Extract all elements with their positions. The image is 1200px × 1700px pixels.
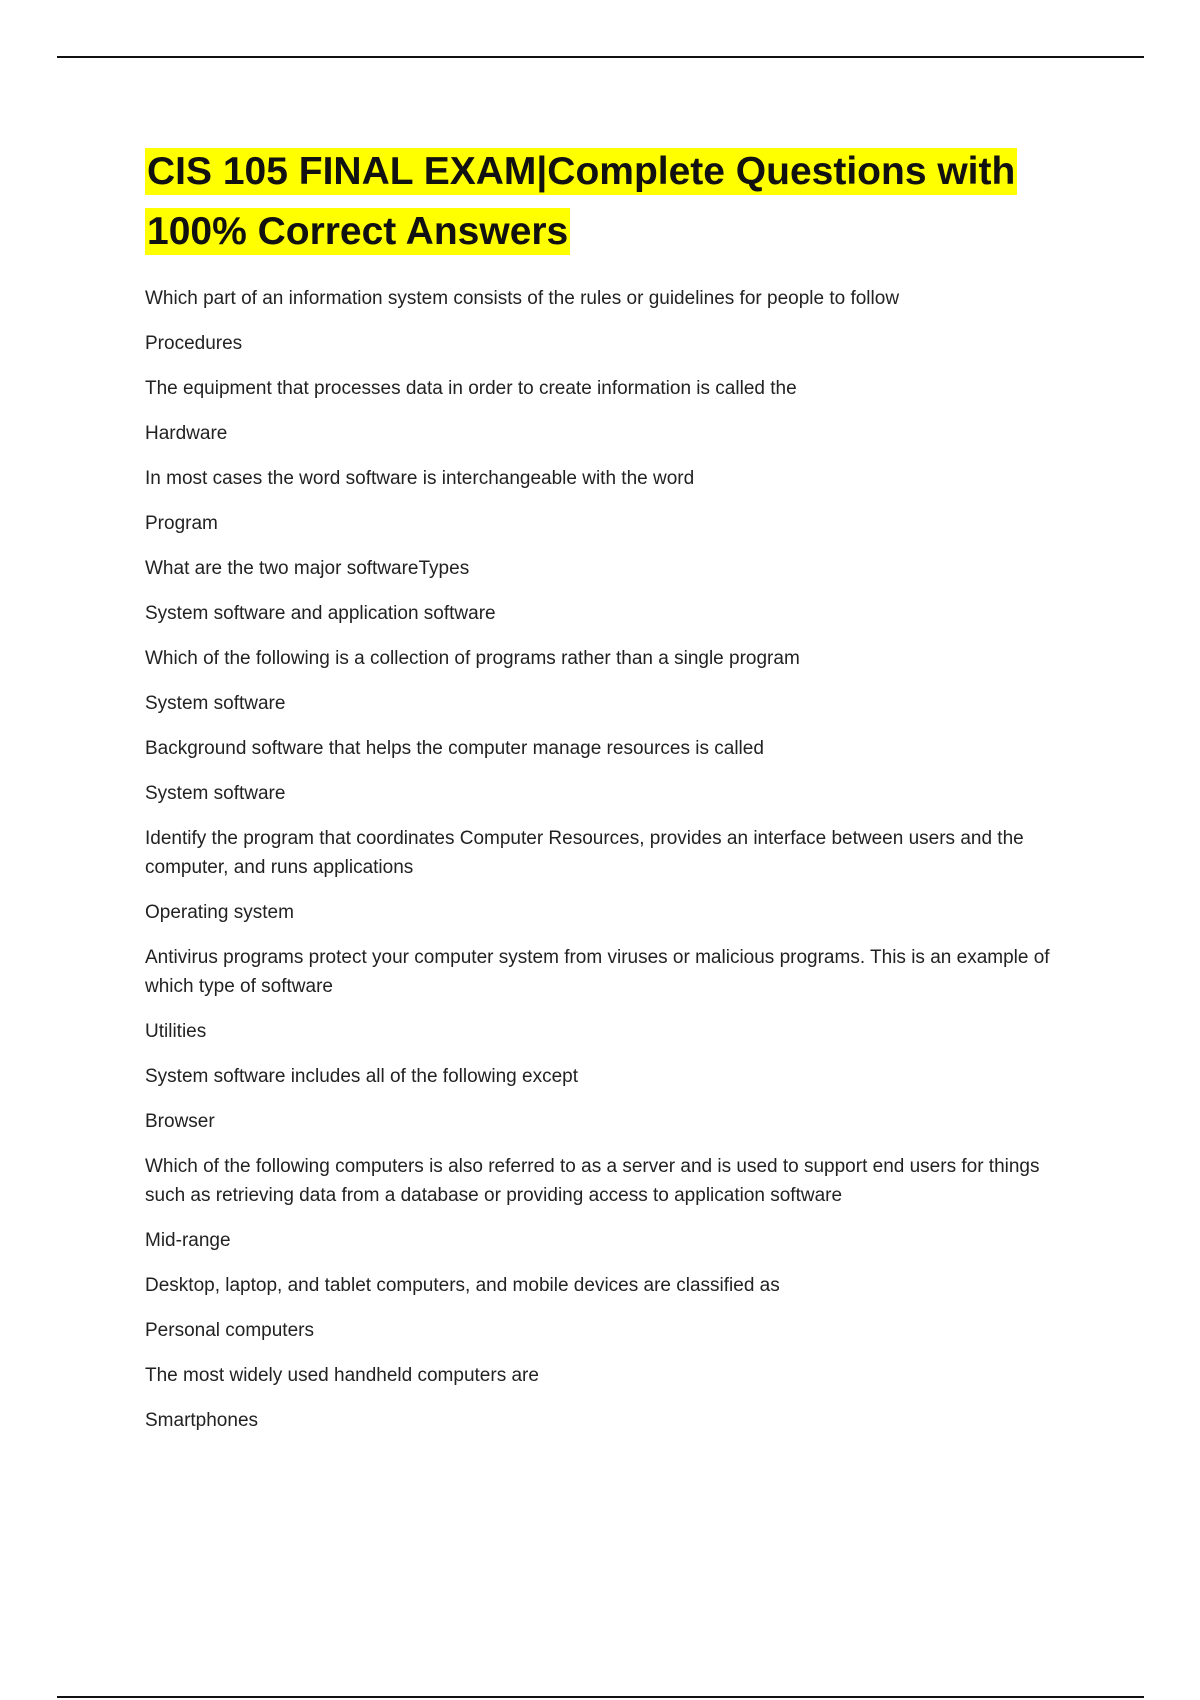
question-text: Identify the program that coordinates Computer Resources, provides an interface between users and the computer, and runs applications [145,828,1024,878]
answer-text: Procedures [145,333,243,354]
question-text: Background software that helps the computer manage resources is called [145,738,764,759]
question-text: Antivirus programs protect your computer system from viruses or malicious programs. This is an example of which type of software [145,947,1050,997]
question-text: System software includes all of the following except [145,1066,578,1087]
question-text: Desktop, laptop, and tablet computers, and mobile devices are classified as [145,1275,780,1296]
answer-text: Mid-range [145,1230,231,1251]
answer-text: Browser [145,1111,215,1132]
document-title [145,142,1065,262]
answer-text: Utilities [145,1021,207,1042]
question-text: What are the two major softwareTypes [145,558,470,579]
question-text: Which part of an information system consists of the rules or guidelines for people to follow [145,288,900,309]
answer-text: Smartphones [145,1410,259,1431]
question-text: Which of the following computers is also referred to as a server and is used to support end users for things such as retrieving data from a database or providing access to application software [145,1156,1040,1206]
answer-text: Program [145,513,218,534]
answer-text: System software [145,783,286,804]
answer-text: System software [145,693,286,714]
question-text: In most cases the word software is interchangeable with the word [145,468,695,489]
footer-rule [57,1696,1144,1698]
question-text: The most widely used handheld computers are [145,1365,539,1386]
answer-text: Operating system [145,902,294,923]
document-body [145,142,1065,1451]
question-text: Which of the following is a collection of programs rather than a single program [145,648,800,669]
answer-text: Hardware [145,423,228,444]
answer-text: System software and application software [145,603,496,624]
header-rule [57,56,1144,58]
title-highlight: CIS 105 FINAL EXAM|Complete Questions with 100% Correct Answers [147,150,1016,253]
answer-text: Personal computers [145,1320,314,1341]
qa-list [145,284,1065,1435]
question-text: The equipment that processes data in order to create information is called the [145,378,797,399]
